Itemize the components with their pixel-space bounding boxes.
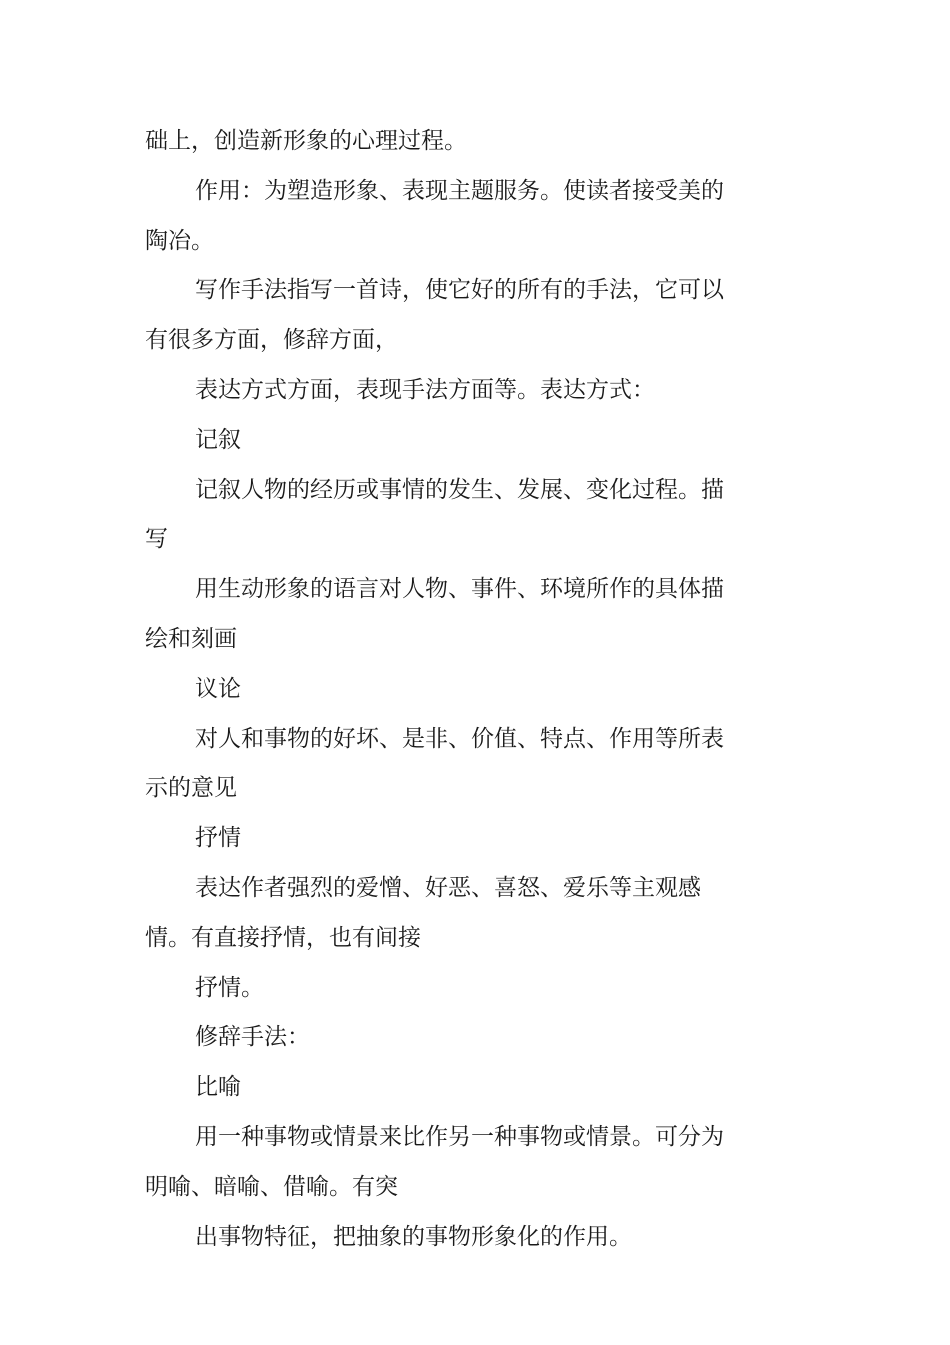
paragraph: 写作手法指写一首诗，使它好的所有的手法，它可以有很多方面，修辞方面， <box>145 277 724 354</box>
paragraph: 作用：为塑造形象、表现主题服务。使读者接受美的陶冶。 <box>145 177 724 254</box>
paragraph: 对人和事物的好坏、是非、价值、特点、作用等所表示的意见 <box>145 725 724 802</box>
paragraph: 抒情。 <box>195 974 264 1001</box>
paragraph-heading: 议论 <box>195 675 241 702</box>
paragraph-heading: 记叙 <box>195 426 241 453</box>
paragraph: 出事物特征，把抽象的事物形象化的作用。 <box>195 1223 632 1250</box>
paragraph: 表达作者强烈的爱憎、好恶、喜怒、爱乐等主观感情。有直接抒情，也有间接 <box>145 874 701 951</box>
paragraph: 用一种事物或情景来比作另一种事物或情景。可分为明喻、暗喻、借喻。有突 <box>145 1123 724 1200</box>
paragraph: 用生动形象的语言对人物、事件、环境所作的具体描绘和刻画 <box>145 576 724 652</box>
paragraph: 础上，创造新形象的心理过程。 <box>145 128 467 154</box>
paragraph-heading: 修辞手法： <box>195 1024 310 1051</box>
paragraph-heading: 抒情 <box>195 825 241 852</box>
paragraph: 记叙人物的经历或事情的发生、发展、变化过程。描写 <box>145 476 724 553</box>
paragraph: 表达方式方面，表现手法方面等。表达方式： <box>195 376 655 403</box>
paragraph-heading: 比喻 <box>195 1074 241 1101</box>
document-body <box>145 117 745 1262</box>
